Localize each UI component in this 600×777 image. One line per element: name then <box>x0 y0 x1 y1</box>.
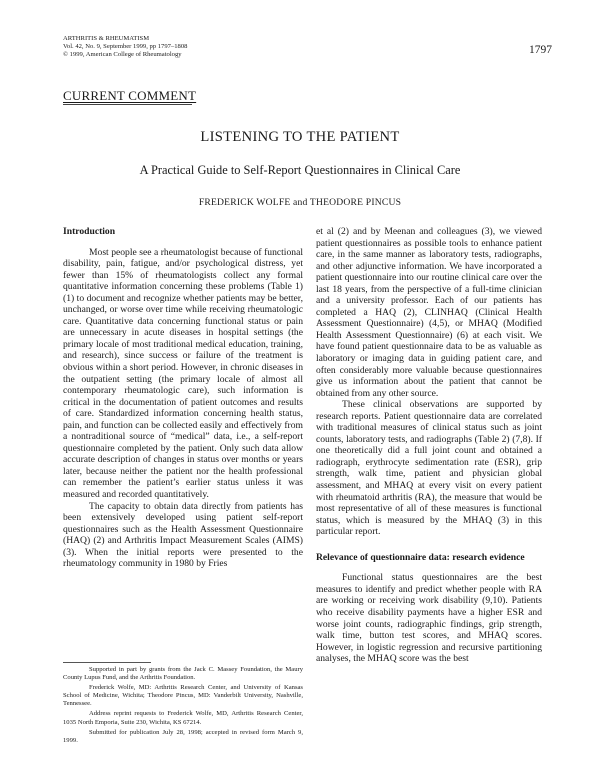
section-label: CURRENT COMMENT <box>63 88 197 103</box>
page-number: 1797 <box>529 44 552 56</box>
body-paragraph: et al (2) and by Meenan and colleagues (3), we viewed patient questionnaires as possible tools to enhance patient care, in the same manner as laboratory tests, radiographs, and other adjunctive information. We have incorporated a patient questionnaire into our routine clinical care over the last 18 years, from the perspective of a full-time clinician and a university professor. Each of our patients has completed a HAQ (2), CLINHAQ (Clinical Health Assessment Questionnaire) (4,5), or MHAQ (Modified Health Assessment Questionnaire) (6) at each visit. We have found patient questionnaire data to be as valuable as laboratory or imaging data in guiding patient care, and often considerably more valuable because questionnaires give us information about the patient that cannot be obtained from any other source. <box>316 226 542 399</box>
journal-copyright: © 1999, American College of Rheumatology <box>63 51 182 59</box>
journal-header <box>63 35 187 60</box>
journal-name: ARTHRITIS & RHEUMATISM <box>63 35 150 42</box>
article-authors: FREDERICK WOLFE and THEODORE PINCUS <box>198 197 402 208</box>
body-paragraph: The capacity to obtain data directly from patients has been extensively developed using patient self-report questionnaires such as the Health Assessment Questionnaire (HAQ) (2) and Arthritis Impact Measurement Scales (AIMS) (3). When the initial reports were presented to the rheumatology community in 1980 by Fries <box>63 500 303 570</box>
footnote: Supported in part by grants from the Jack C. Massey Foundation, the Maury County Lupus Fund, and the Arthritis Foundation. <box>63 666 303 682</box>
article-subtitle: A Practical Guide to Self-Report Questionnaires in Clinical Care <box>139 163 461 177</box>
journal-volume: Vol. 42, No. 9, September 1999, pp 1797–1808 <box>63 43 188 51</box>
right-column <box>316 226 542 665</box>
relevance-heading: Relevance of questionnaire data: research evidence <box>316 551 525 563</box>
body-paragraph: Functional status questionnaires are the best measures to identify and predict whether people with RA are working or receiving work disability (9,10). Patients who receive disability payments have a higher ESR and worse joint counts, radiographic findings, grip strength, walk time, button test scores, and MHAQ scores. However, in logistic regression and recursive partitioning analyses, the MHAQ score was the best <box>316 572 542 665</box>
body-paragraph: These clinical observations are supported by research reports. Patient questionnaire data are correlated with traditional measures of clinical status such as joint counts, laboratory tests, and radiographs (Table 2) (7,8). If one theoretically did a full joint count and obtained a radiograph, erythrocyte sedimentation rate (ESR), grip strength, walk time, patient and physician global assessment, and MHAQ at every visit on every patient with rheumatoid arthritis (RA), the measure that would be most representative of all of these measures is functional status, which is measured by the MHAQ (3) in this particular report. <box>316 399 542 538</box>
left-column <box>63 226 303 570</box>
footnote: Submitted for publication July 28, 1998; accepted in revised form March 9, 1999. <box>63 728 303 744</box>
section-divider <box>63 104 192 105</box>
footnote: Frederick Wolfe, MD: Arthritis Research Center, and University of Kansas School of Medicine, Wichita; Theodore Pincus, MD: Vanderbilt University, Nashville, Tennessee. <box>63 684 303 708</box>
footnote-divider <box>63 662 151 663</box>
body-paragraph: Most people see a rheumatologist because of functional disability, pain, fatigue, and/or psychological distress, yet fewer than 15% of rheumatologists collect any formal quantitative information concerning these problems (Table 1) (1) to document and recognize whether patients may be better, unchanged, or worse over time while receiving rheumatologic care. Quantitative data concerning functional status or pain are unnecessary in acute diseases in hospital settings (the primary locale of most traditional medical education, training, and research), since success or failure of the treatment is obvious within a short period. However, in chronic diseases in the outpatient setting (the primary locale of almost all contemporary rheumatologic care), such information is critical in the documentation of patient outcomes and results of care. Standardized information concerning health status, pain, and function can be collected easily and effectively from a nontraditional source of “medical” data, i.e., a self-report questionnaire completed by the patient. Only such data allow accurate description of changes in status over months or years later, because neither the patient nor the health professional can remember the patient’s earlier status unless it was measured and recorded quantitatively. <box>63 246 303 501</box>
introduction-heading: Introduction <box>63 226 116 237</box>
footnotes <box>63 666 303 747</box>
footnote: Address reprint requests to Frederick Wolfe, MD, Arthritis Research Center, 1035 North Emporia, Suite 230, Wichita, KS 67214. <box>63 710 303 726</box>
article-title: LISTENING TO THE PATIENT <box>200 129 400 145</box>
